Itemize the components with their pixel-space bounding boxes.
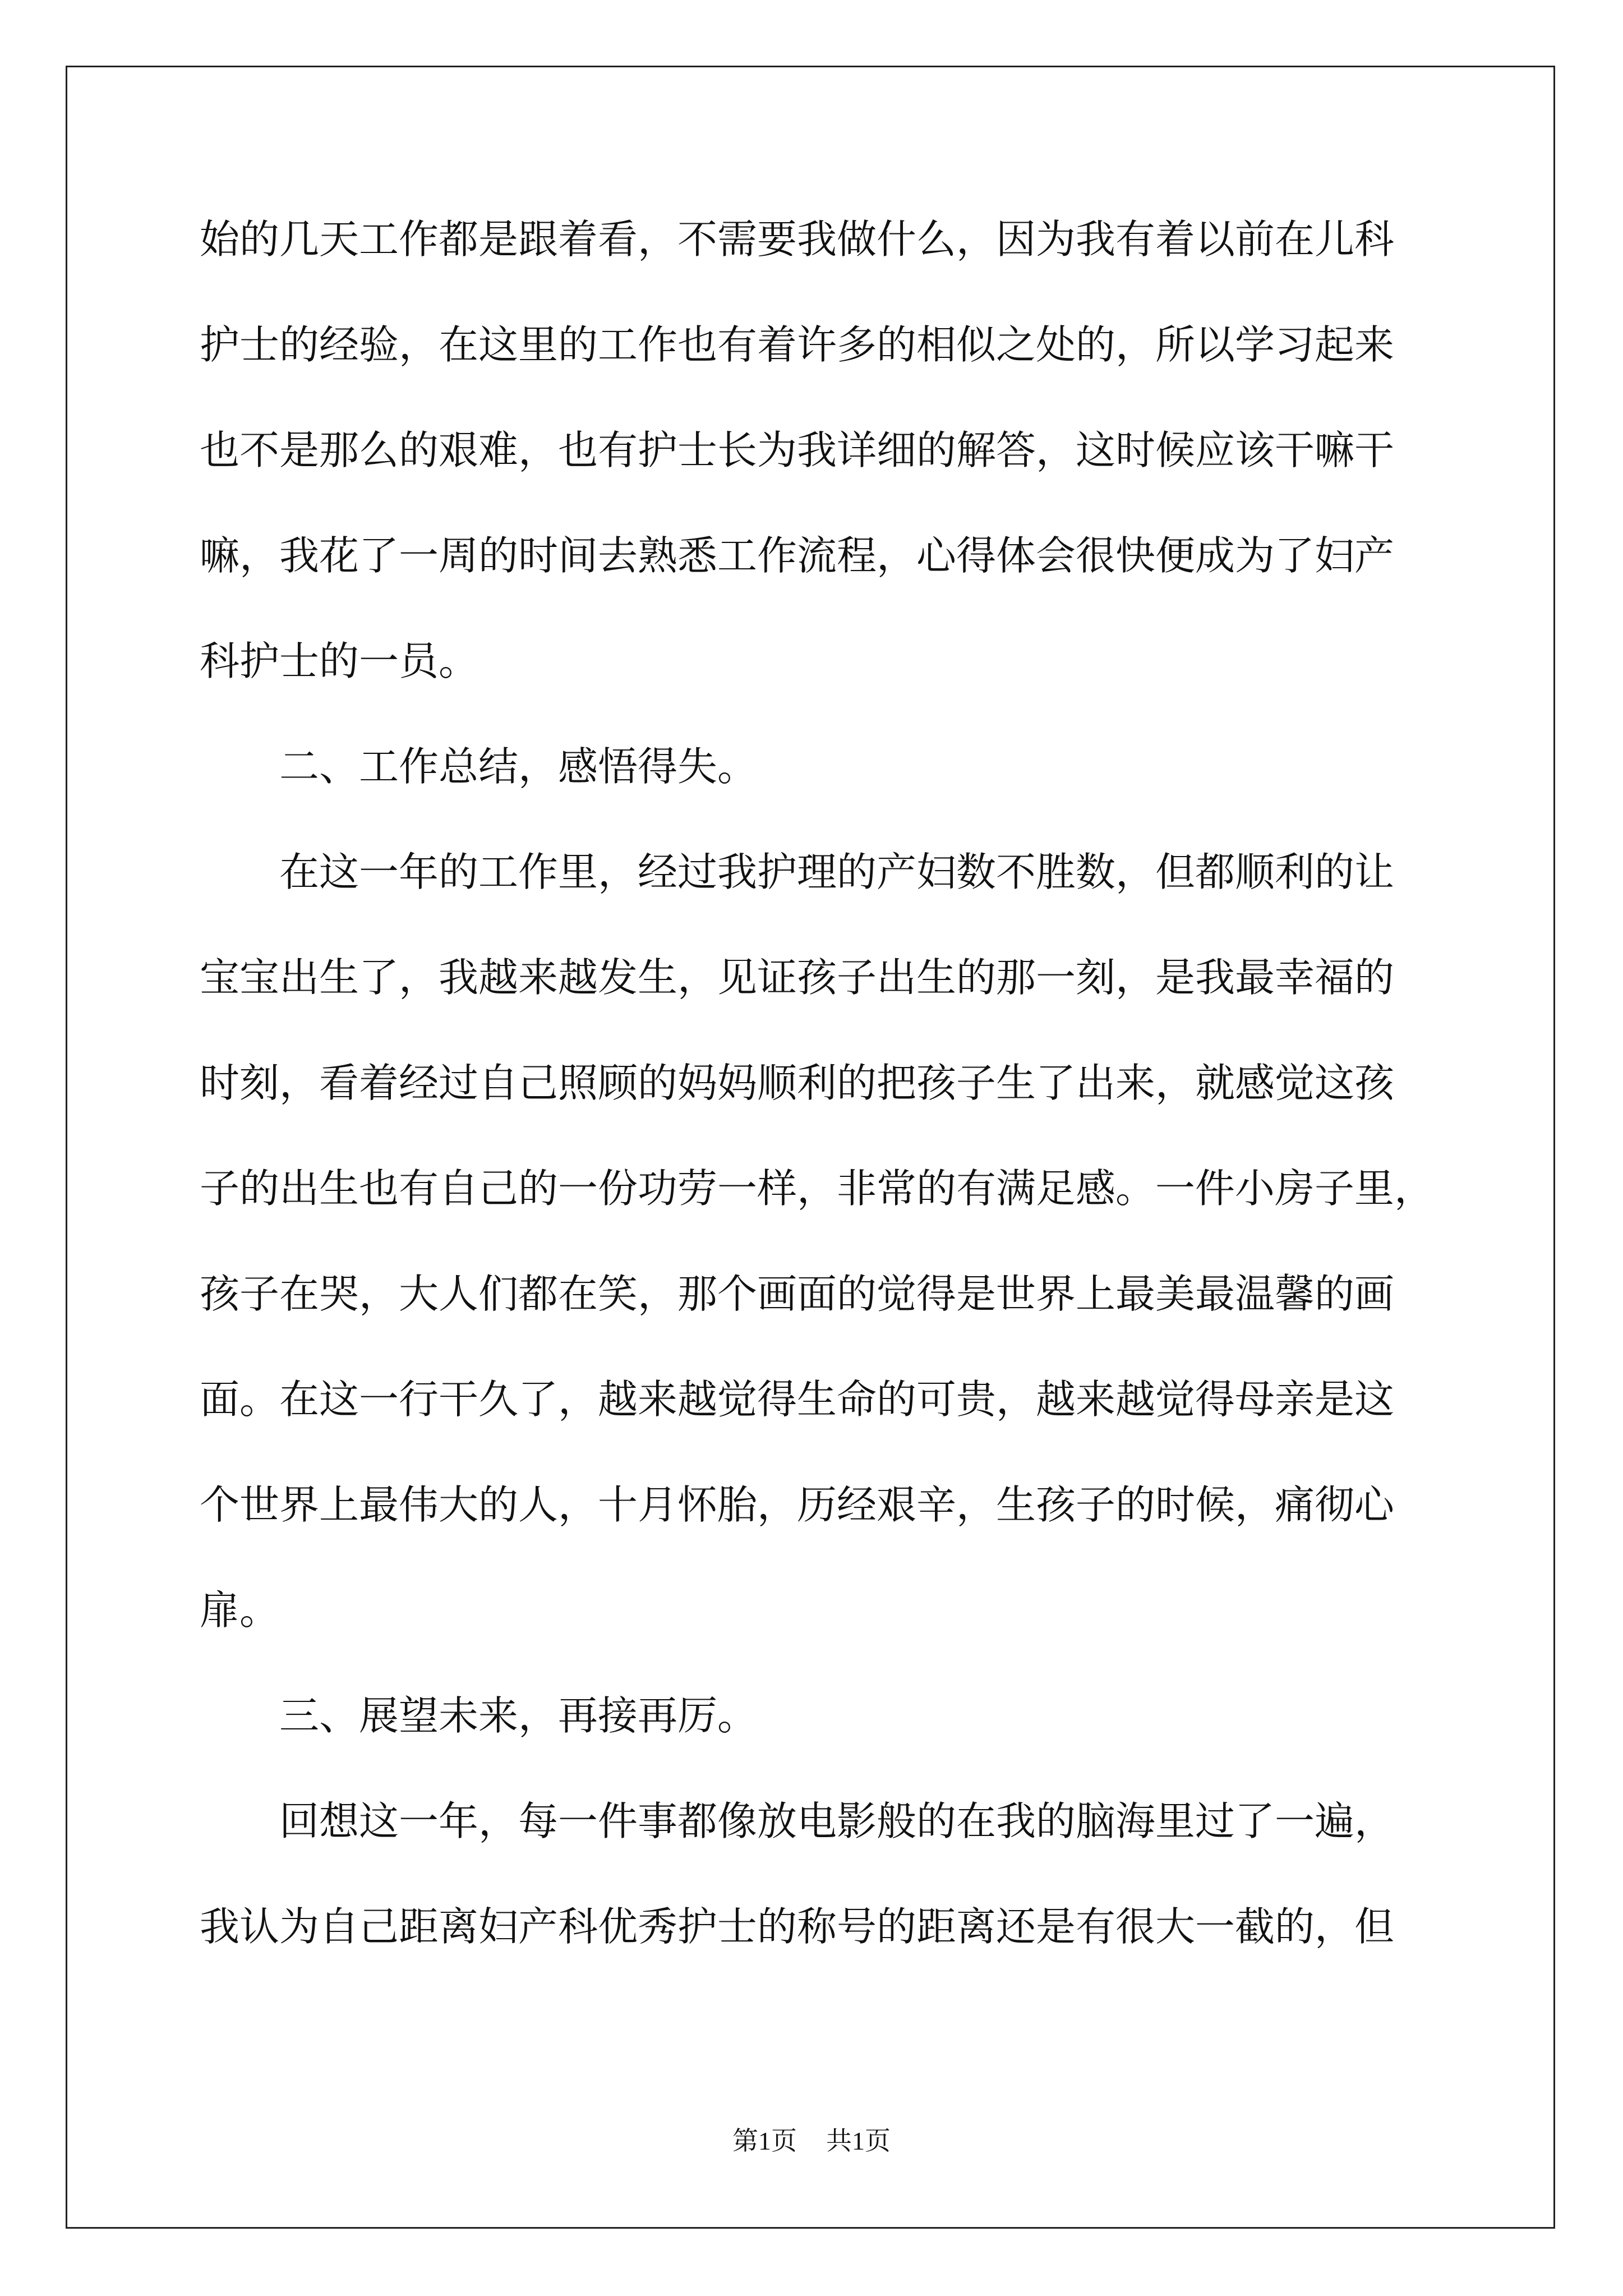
page-number: 第1页 <box>732 2127 797 2155</box>
text-line: 个世界上最伟大的人，十月怀胎，历经艰辛，生孩子的时候，痛彻心 <box>200 1481 1395 1528</box>
text-line: 也不是那么的艰难，也有护士长为我详细的解答，这时候应该干嘛干 <box>200 427 1395 473</box>
text-line: 科护士的一员。 <box>200 638 479 684</box>
text-line: 护士的经验，在这里的工作也有着许多的相似之处的，所以学习起来 <box>200 321 1395 368</box>
section-heading-2: 二、工作总结，感悟得失。 <box>279 743 758 790</box>
document-body <box>200 217 1433 2010</box>
text-line: 始的几天工作都是跟着看，不需要我做什么，因为我有着以前在儿科 <box>200 216 1395 263</box>
text-line: 时刻，看着经过自己照顾的妈妈顺利的把孩子生了出来，就感觉这孩 <box>200 1060 1395 1106</box>
text-line: 面。在这一行干久了，越来越觉得生命的可贵，越来越觉得母亲是这 <box>200 1376 1395 1423</box>
text-line: 扉。 <box>200 1587 280 1634</box>
section-heading-3: 三、展望未来，再接再厉。 <box>279 1692 758 1739</box>
text-line: 我认为自己距离妇产科优秀护士的称号的距离还是有很大一截的，但 <box>200 1903 1395 1950</box>
text-line: 回想这一年，每一件事都像放电影般的在我的脑海里过了一遍， <box>279 1798 1395 1844</box>
text-line: 孩子在哭，大人们都在笑，那个画面的觉得是世界上最美最温馨的画 <box>200 1271 1395 1317</box>
text-line: 嘛，我花了一周的时间去熟悉工作流程，心得体会很快便成为了妇产 <box>200 532 1395 579</box>
text-line: 子的出生也有自己的一份功劳一样，非常的有满足感。一件小房子里， <box>200 1165 1435 1212</box>
page-footer <box>0 2120 1623 2157</box>
text-line: 在这一年的工作里，经过我护理的产妇数不胜数，但都顺利的让 <box>279 849 1395 895</box>
text-line: 宝宝出生了，我越来越发生，见证孩子出生的那一刻，是我最幸福的 <box>200 954 1395 1001</box>
page-total: 共1页 <box>826 2127 891 2155</box>
